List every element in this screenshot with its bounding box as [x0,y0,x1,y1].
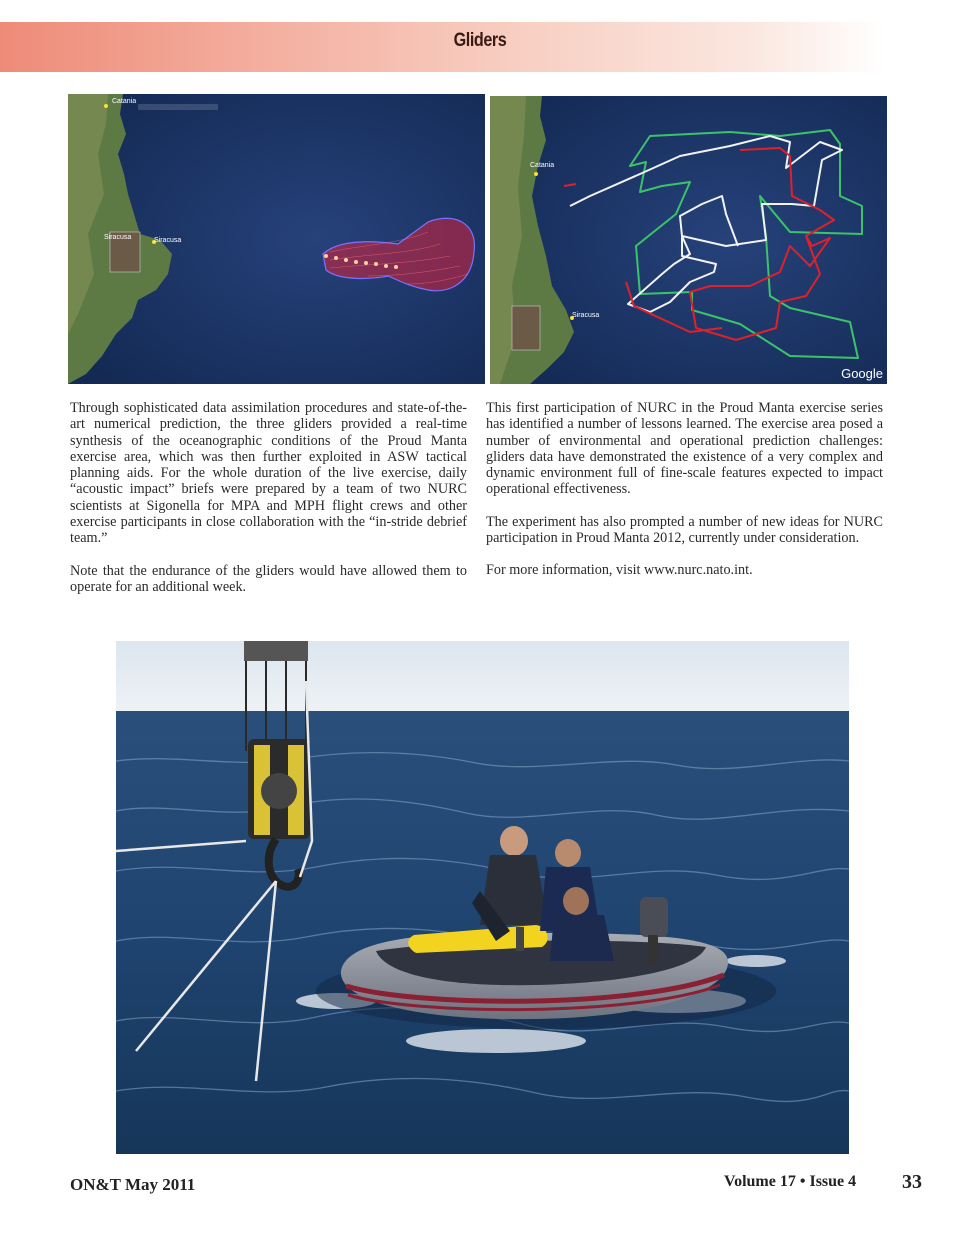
article-column-left [70,400,467,611]
article-paragraph: The experiment has also prompted a number of new ideas for NURC participation in Proud Manta 2012, currently under consideration. [486,513,883,547]
article-paragraph: Through sophisticated data assimilation procedures and state-of-the-art numerical prediction, the three gliders provided a real-time synthesis of the oceanographic conditions of the Proud Manta exercise area, which was then further exploited in ASW tactical planning aids. For the whole duration of the live exercise, daily “acoustic impact” briefs were prepared by a team of two NURC scientists at Sigonella for MPA and MPH flight crews and other exercise participants in close collaboration with the “in-stride debrief team.” [70,400,467,547]
section-title: Gliders [453,30,507,51]
article-column-right [486,400,883,595]
article-paragraph: For more information, visit www.nurc.nato.int. [486,562,753,579]
google-logo: Google [841,366,883,381]
photo-glider-deployment [116,641,849,1154]
article-paragraph: Note that the endurance of the gliders would have allowed them to operate for an additional week. [70,562,467,595]
map-label-siracusa-2: Siracusa [154,237,182,244]
article-paragraph: This first participation of NURC in the Proud Manta exercise series has identified a number of lessons learned. The exercise area posed a number of environmental and operational prediction challenges: gliders data have demonstrated the existence of a very complex and dynamic environment full of fine-scale features expected to impact operational effectiveness. [486,400,883,498]
map-label-catania: Catania [112,98,137,105]
map-glider-area [68,94,485,384]
footer-publication: ON&T May 2011 [70,1175,196,1194]
page-number: 33 [902,1171,922,1193]
map-label-siracusa: Siracusa [104,234,132,241]
map-label-catania: Catania [530,162,555,169]
photo-glider-deployment-graphic [116,641,849,1154]
map-glider-tracks-graphic [490,96,887,384]
map-label-siracusa: Siracusa [572,312,600,319]
map-glider-tracks [490,96,887,384]
footer-issue: Volume 17 • Issue 4 [724,1173,857,1190]
